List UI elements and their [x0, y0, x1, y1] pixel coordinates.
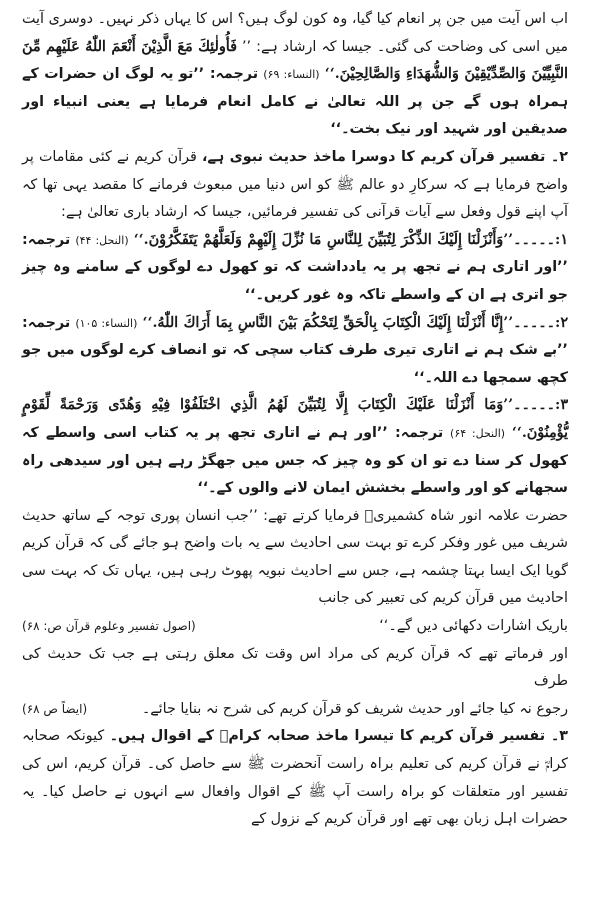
para-section-3	[22, 723, 568, 833]
kashmiri-quote-source: (اصول تفسیر وعلوم قرآن ص: ۶۸)	[22, 619, 196, 634]
farmate-source: (ایضاً ص ۶۸)	[22, 701, 88, 716]
farmate-end-row	[22, 696, 568, 724]
para-farmate	[22, 641, 568, 696]
verse-2-ref: (النساء: ۱۰۵)	[75, 316, 138, 330]
para-section-2	[22, 144, 568, 227]
kashmiri-quote-text: حضرت علامہ انور شاہ کشمیریؒ فرمایا کرتے تھے: ’’جب انسان پوری توجہ کے ساتھ حدیث شریف میں غور وفکر کرے تو بہت سی احادیث سے یہ بات واضح ہو جائے گی کہ قرآن کریم گویا ایک ایسا بہتا چشمہ ہے، جس سے احادیث نبویہ پھوٹ رہی ہیں، یہاں تک کہ بہت سی احادیث میں قرآن کریم کی تعبیر کی جانب	[22, 507, 568, 607]
para-kashmiri-quote	[22, 503, 568, 613]
intro-text: اب اس آیت میں جن پر انعام کیا گیا، وہ کون لوگ ہیں؟ اس کا یہاں ذکر نہیں۔ دوسری آیت میں اسی کی وضاحت کی گئی۔ جیسا کہ ارشاد ہے: ’’	[22, 11, 568, 55]
farmate-text: اور فرماتے تھے کہ قرآن کریم کی مراد اس وقت تک معلق رہتی ہے جب تک حدیث کی طرف	[22, 645, 568, 690]
para-verse-2	[22, 310, 568, 393]
para-verse-3	[22, 392, 568, 502]
kashmiri-quote-tail: باریک اشارات دکھائی دیں گے۔‘‘	[379, 618, 568, 635]
para-intro	[22, 6, 568, 144]
verse-1-translation: ترجمہ: ’’اور اتاری ہم نے تجھ پر یہ یادداشت کہ تو کھول دے لوگوں کے سامنے وہ چیز جو اتری ہے ان کے واسطے تاکہ وہ غور کریں۔‘‘	[22, 231, 568, 303]
verse-3-arabic: ۳:۔۔۔۔۔’’وَمَا أَنْزَلْنَا عَلَيْكَ الْكِتَابَ إِلَّا لِتُبَيِّنَ لَهُمُ الَّذِي اخْتَلَفُوْا فِيْهِ وَهُدًى وَرَحْمَةً لِّقَوْمٍ يُّؤْمِنُوْنَ.‘‘	[22, 397, 569, 441]
verse-3-ref: (النحل: ۶۴)	[450, 426, 506, 440]
kashmiri-quote-end-row	[22, 613, 568, 641]
para-verse-1	[22, 227, 568, 310]
verse-2-translation: ترجمہ: ’’بے شک ہم نے اتاری تیری طرف کتاب سچی کہ تو انصاف کرے لوگوں میں جو کچھ سمجھا دے اللہ۔‘‘	[22, 314, 568, 386]
section-3-heading: ۳۔ تفسیر قرآن کریم کا تیسرا ماخذ صحابہ کرامؓ کے اقوال ہیں۔	[109, 728, 568, 745]
verse-1-ref: (النحل: ۴۴)	[75, 233, 129, 247]
verse-3-translation: ترجمہ: ’’اور ہم نے اتاری تجھ پر یہ کتاب اسی واسطے کہ کھول کر سنا دے تو ان کو وہ چیز کہ جس میں جھگڑ رہے ہیں اور سیدھی راہ سجھانے کو اور واسطے بخشش ایمان لانے والوں کے۔‘‘	[22, 424, 568, 497]
intro-translation: ترجمہ: ’’تو یہ لوگ ان حضرات کے ہمراہ ہوں گے جن پر اللہ تعالیٰ نے کامل انعام فرمایا ہے یعنی انبیاء اور صدیقین اور شہید اور نیک بخت۔‘‘	[22, 66, 568, 138]
section-2-heading: ۲۔ تفسیر قرآن کریم کا دوسرا ماخذ حدیث نبوی ہے،	[201, 148, 569, 165]
verse-1-arabic: ۱:۔۔۔۔۔’’وَأَنْزَلْنَا إِلَيْكَ الذِّكْرَ لِتُبَيِّنَ لِلنَّاسِ مَا نُزِّلَ إِلَيْهِمْ وَلَعَلَّهُمْ يَتَفَكَّرُوْنَ.‘‘	[133, 231, 569, 248]
section-2-text: قرآن کریم نے کئی مقامات پر واضح فرمایا ہے کہ سرکارِ دو عالم ﷺ کو اس دنیا میں مبعوث فرمانے کا مقصد یہی تھا کہ آپ اپنے قول وفعل سے آیات قرآنی کی تفسیر فرمائیں، جیسا کہ ارشاد باری تعالیٰ ہے:	[22, 148, 568, 221]
intro-arabic: فَأُولٰئِكَ مَعَ الَّذِيْنَ أَنْعَمَ اللّٰهُ عَلَيْهِم مِّنَ النَّبِيِّيْنَ وَالصِّدِّيْقِيْنَ وَالشُّهَدَاءِ وَالصَّالِحِيْنَ.‘‘	[22, 38, 569, 83]
farmate-tail: رجوع نہ کیا جائے اور حدیث شریف کو قرآن کریم کی شرح نہ بنایا جائے۔	[141, 700, 568, 717]
intro-ref: (النساء: ۶۹)	[263, 68, 320, 82]
verse-2-arabic: ۲:۔۔۔۔۔’’إِنَّا أَنْزَلْنَا إِلَيْكَ الْكِتَابَ بِالْحَقِّ لِتَحْكُمَ بَيْنَ النَّاسِ بِمَا أَرَاكَ اللّٰهُ.‘‘	[142, 314, 569, 331]
section-3-text: کیونکہ صحابہ کرامؓ نے قرآن کریم کی تعلیم براہ راست آنحضرت ﷺ سے حاصل کی۔ قرآن کریم، اس کی تفسیر اور متعلقات کو براہ راست آپ ﷺ کے اقوال وافعال سے انہوں نے حاصل کیا۔ یہ حضرات اہل زبان بھی تھے اور قرآن کریم کے نزول کے	[22, 728, 568, 828]
